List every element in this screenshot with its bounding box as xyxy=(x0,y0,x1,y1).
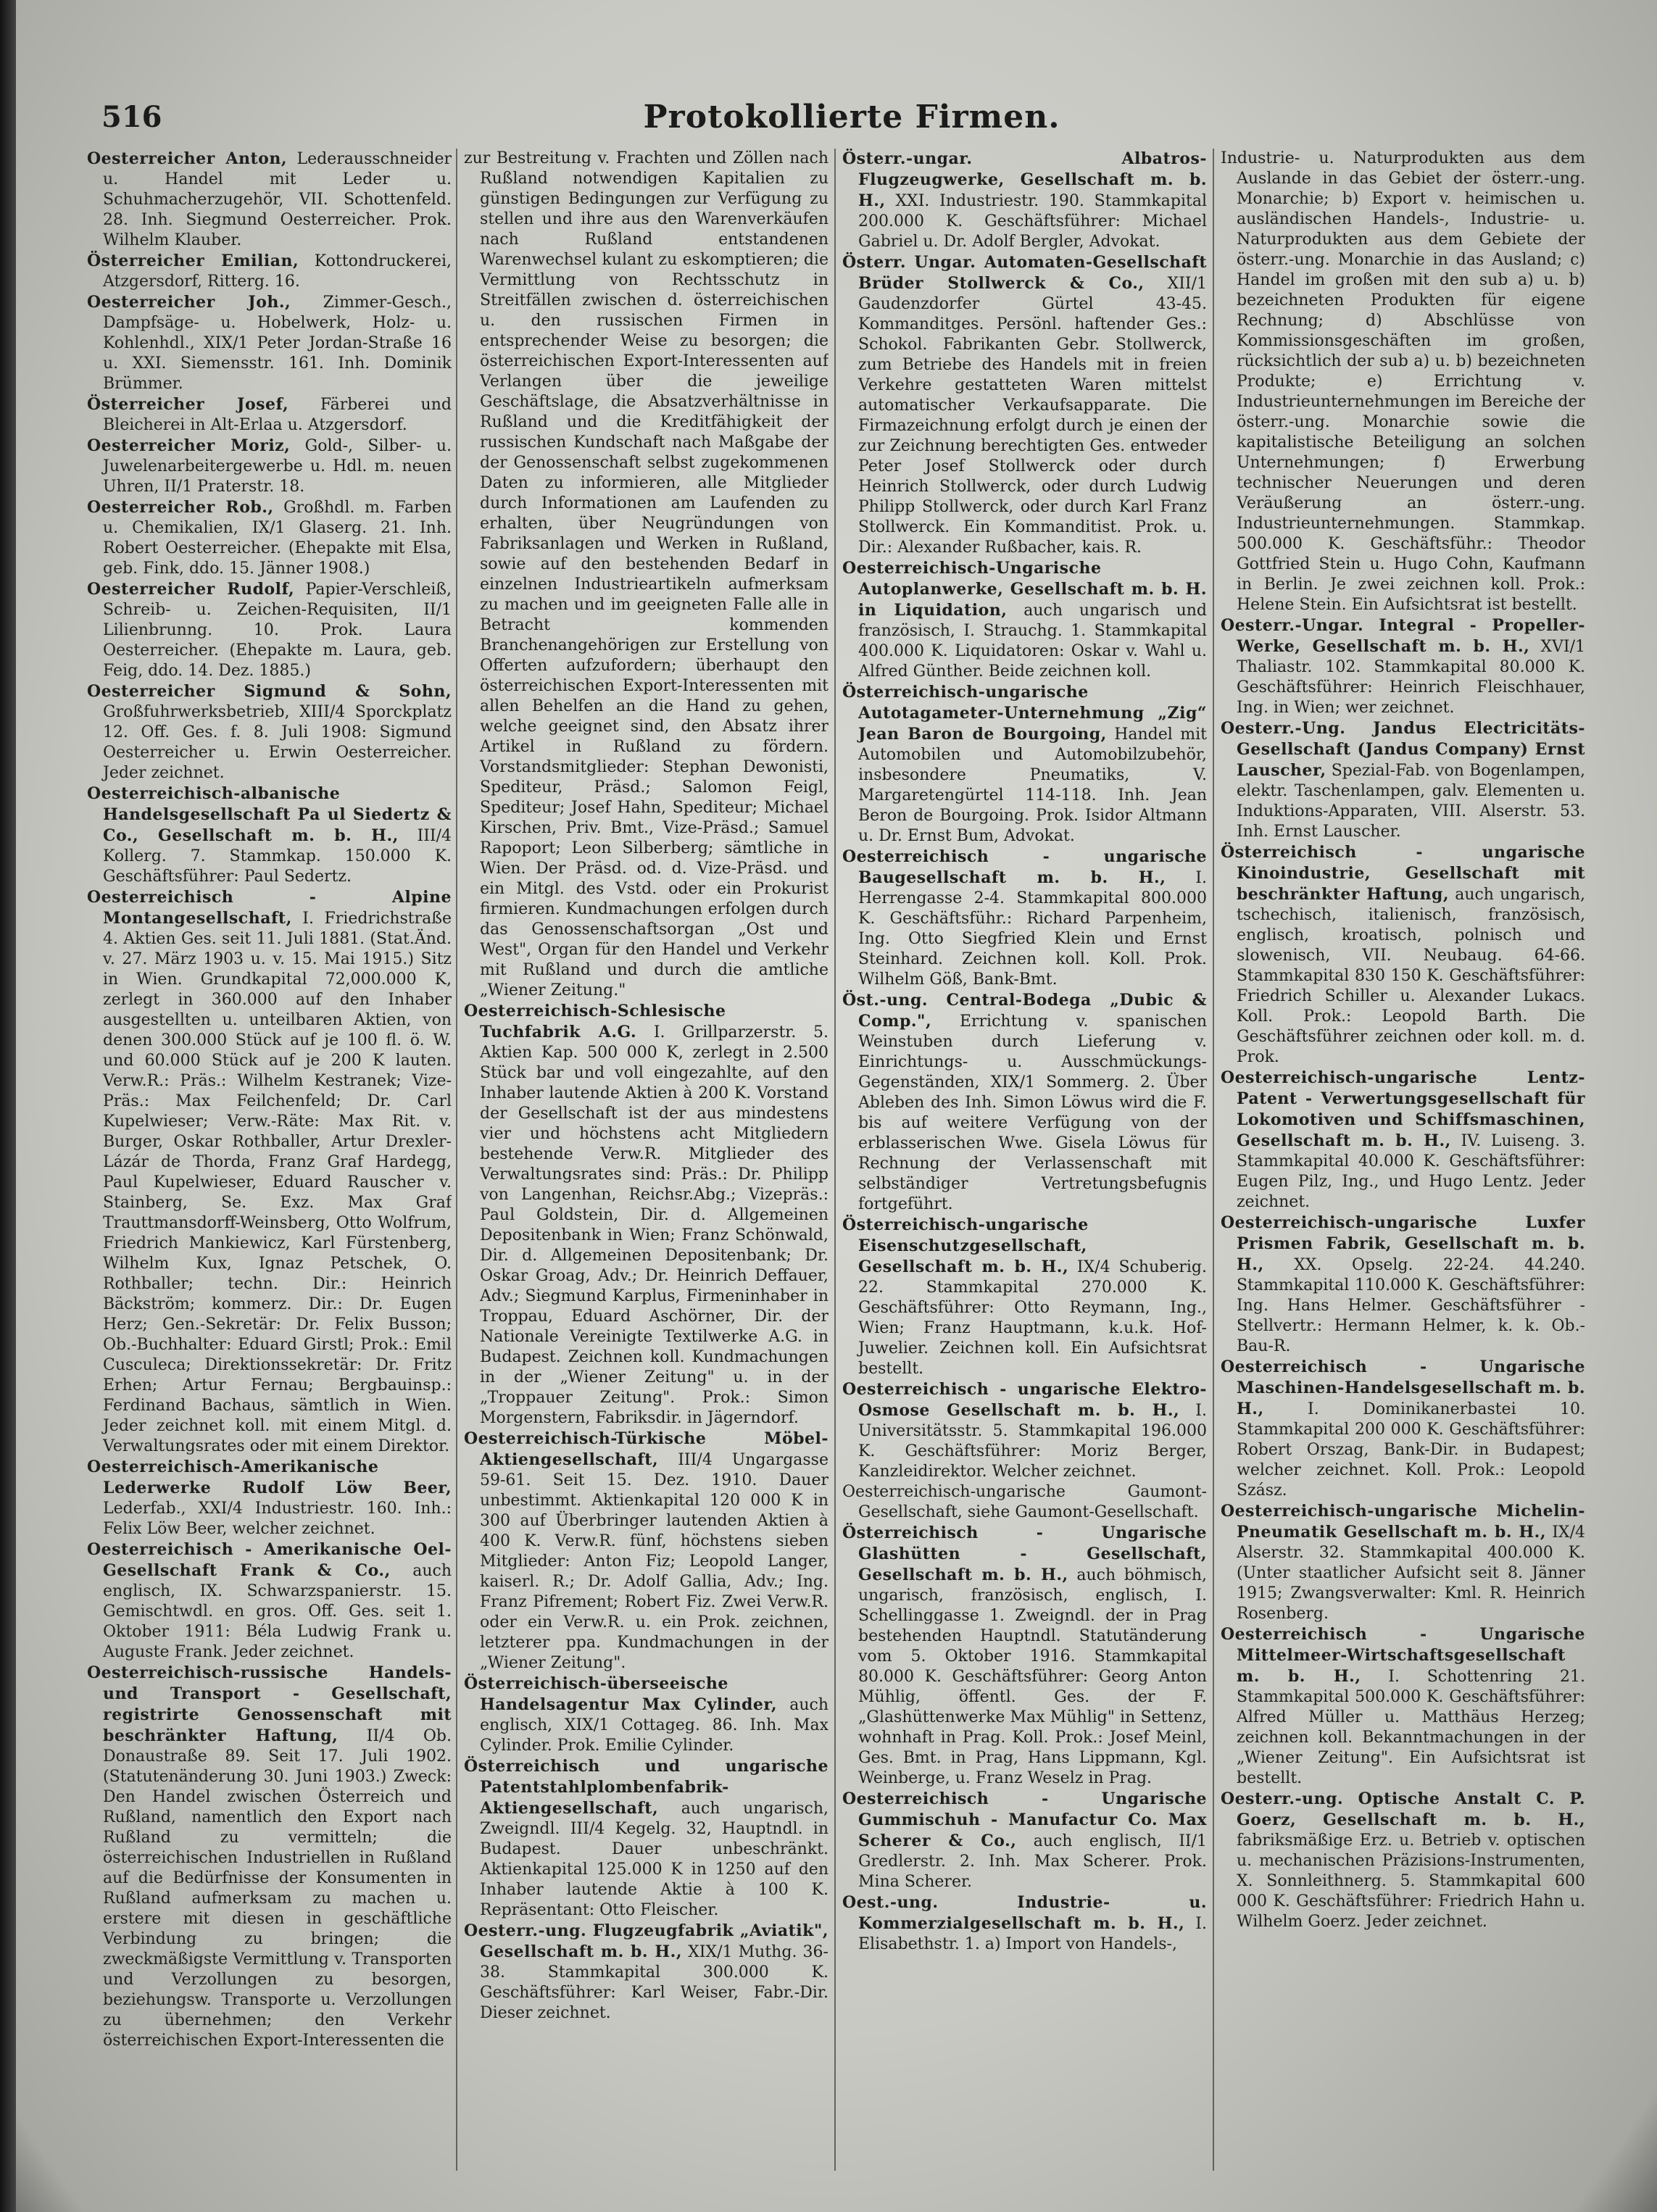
column-rule xyxy=(834,149,836,2171)
firm-entry: Österreicher Josef, Färberei und Bleicherei in Alt-Erlaa u. Atzgersdorf. xyxy=(87,395,452,434)
firm-entry: Oesterreicher Moriz, Gold-, Silber- u. Juwelenarbeitergewerbe u. Hdl. m. neuen Uhren, II/1 Praterstr. 18. xyxy=(87,436,452,496)
firm-entry: Oesterr.-Ungar. Integral - Propeller-Werke, Gesellschaft m. b. H., XVI/1 Thaliastr. 102. Stammkapital 80.000 K. Geschäftsführer: Heinrich Fleischhauer, Ing. in Wien; wer zeichnet. xyxy=(1221,616,1585,717)
firm-entry: Oesterreichisch - Ungarische Mittelmeer-Wirtschaftsgesellschaft m. b. H., I. Schottenring 21. Stammkapital 500.000 K. Geschäftsführer: Alfred Müller u. Matthäus Herzeg; zeichnen koll. Bekanntmachungen in der „Wiener Zeitung". Ein Aufsichtsrat ist bestellt. xyxy=(1221,1625,1585,1787)
firm-entry: Oesterreicher Sigmund & Sohn, Großfuhrwerksbetrieb, XIII/4 Sporckplatz 12. Off. Ges. f. 8. Juli 1908: Sigmund Oesterreicher u. Erwin Oesterreicher. Jeder zeichnet. xyxy=(87,682,452,782)
column-3 xyxy=(842,149,1207,2189)
firm-entry: Oesterreicher Joh., Zimmer-Gesch., Dampfsäge- u. Hobelwerk, Holz- u. Kohlenhdl., XIX/1 Peter Jordan-Straße 16 u. XXI. Siemensstr. 161. Inh. Dominik Brümmer. xyxy=(87,293,452,393)
firm-entry: Oesterr.-ung. Flugzeugfabrik „Aviatik", Gesellschaft m. b. H., XIX/1 Muthg. 36-38. Stammkapital 300.000 K. Geschäftsführer: Karl Weiser, Fabr.-Dir. Dieser zeichnet. xyxy=(464,1921,828,2022)
firm-entry: Österr. Ungar. Automaten-Gesellschaft Brüder Stollwerck & Co., XII/1 Gaudenzdorfer Gürtel 43-45. Kommanditges. Persönl. haftender Ges.: Schokol. Fabrikanten Gebr. Stollwerck, zum Betriebe des Handels mit in freien Verkehre gestatteten Waren mittelst automatischer Verkaufsapparate. Die Firmazeichnung erfolgt durch je einen der zur Zeichnung berechtigten Ges. entweder Peter Josef Stollwerck oder durch Heinrich Stollwerck, oder durch Ludwig Philipp Stollwerck, oder durch Karl Franz Stollwerck. Ein Kommanditist. Prok. u. Dir.: Alexander Rußbacher, kais. R. xyxy=(842,253,1207,557)
page-number: 516 xyxy=(101,100,162,134)
firm-entry: Oesterreicher Rob., Großhdl. m. Farben u. Chemikalien, IX/1 Glaserg. 21. Inh. Robert Oesterreicher. (Ehepakte mit Elsa, geb. Fink, ddo. 15. Jänner 1908.) xyxy=(87,498,452,578)
firm-entry: Oesterreicher Anton, Lederausschneider u. Handel mit Leder u. Schuhmacherzugehör, VII. Schottenfeld. 28. Inh. Siegmund Oesterreicher. Prok. Wilhelm Klauber. xyxy=(87,149,452,249)
running-title: Protokollierte Firmen. xyxy=(643,99,1060,136)
firm-entry: Oesterreichisch-ungarische Michelin-Pneumatik Gesellschaft m. b. H., IX/4 Alserstr. 32. Stammkapital 400.000 K. (Unter staatlicher Aufsicht seit 8. Jänner 1915; Zwangsverwalter: Kml. R. Heinrich Rosenberg. xyxy=(1221,1502,1585,1623)
firm-entry: zur Bestreitung v. Frachten und Zöllen nach Rußland notwendigen Kapitalien zu günstigen Bedingungen zur Verfügung zu stellen und ihre aus den Warenverkäufen nach Rußland entstandenen Warenwechsel kulant zu eskomptieren; die Vermittlung von Rechtsschutz in Streitfällen zwischen d. österreichischen u. den russischen Firmen in entsprechender Weise zu besorgen; die österreichischen Export-Interessenten auf Verlangen über die jeweilige Geschäftslage, die Absatzverhältnisse in Rußland und die Kreditfähigkeit der russischen Kundschaft nach Maßgabe der der Genossenschaft selbst zugekommenen Daten zu informieren, alle Mitglieder durch Informationen am Laufenden zu erhalten, über Neugründungen von Fabriksanlagen und Werken in Rußland, sowie auf den bestehenden Bedarf in einzelnen Industrieartikeln aufmerksam zu machen und im geeigneten Falle alle in Betracht kommenden Branchenangehörigen zur Erstellung von Offerten aufzufordern; überhaupt den österreichischen Export-Interessenten mit allen Behelfen an die Hand zu gehen, welche geeignet sind, den Absatz ihrer Artikel in Rußland zu fördern. Vorstandsmitglieder: Stephan Dewonisti, Spediteur, Präsd.; Salomon Feigl, Spediteur; Josef Hahn, Spediteur; Michael Kirschen, Priv. Bmt., Vize-Präsd.; Samuel Rapoport; Leon Silberberg; sämtliche in Wien. Der Präsd. od. d. Vize-Präsd. und ein Mitgl. des Vstd. oder ein Prokurist firmieren. Kundmachungen erfolgen durch das Genossenschaftsorgan „Ost und West", Organ für den Handel und Verkehr mit Rußland und durch die amtliche „Wiener Zeitung." xyxy=(464,149,828,999)
firm-entry: Oesterr.-ung. Optische Anstalt C. P. Goerz, Gesellschaft m. b. H., fabriksmäßige Erz. u. Betrieb v. optischen u. mechanischen Präzisions-Instrumenten, X. Sonnleithnerg. 5. Stammkapital 600 000 K. Geschäftsführer: Friedrich Hahn u. Wilhelm Goerz. Jeder zeichnet. xyxy=(1221,1789,1585,1931)
firm-entry: Österreichisch und ungarische Patentstahlplombenfabrik-Aktiengesellschaft, auch ungarisch, Zweigndl. III/4 Kegelg. 32, Hauptndl. in Budapest. Dauer unbeschränkt. Aktienkapital 125.000 K in 1250 auf den Inhaber lautende Aktie à 100 K. Repräsentant: Otto Fleischer. xyxy=(464,1757,828,1919)
page-header xyxy=(87,93,1616,144)
firm-entry: Österr.-ungar. Albatros-Flugzeugwerke, Gesellschaft m. b. H., XXI. Industriestr. 190. Stammkapital 200.000 K. Geschäftsführer: Michael Gabriel u. Dr. Adolf Bergler, Advokat. xyxy=(842,149,1207,251)
firm-entry: Oesterreichisch - Ungarische Gummischuh - Manufactur Co. Max Scherer & Co., auch englisch, II/1 Gredlerstr. 2. Inh. Max Scherer. Prok. Mina Scherer. xyxy=(842,1789,1207,1891)
firm-entry: Oest.-ung. Industrie- u. Kommerzialgesellschaft m. b. H., I. Elisabethstr. 1. a) Import von Handels-, xyxy=(842,1893,1207,1953)
firm-entry: Österreichisch-überseeische Handelsagentur Max Cylinder, auch englisch, XIX/1 Cottageg. 86. Inh. Max Cylinder. Prok. Emilie Cylinder. xyxy=(464,1674,828,1755)
column-rule xyxy=(1213,149,1214,2171)
firm-entry: Oesterreichisch-albanische Handelsgesellschaft Pa ul Siedertz & Co., Gesellschaft m. b. H., III/4 Kollerg. 7. Stammkap. 150.000 K. Geschäftsführer: Paul Sedertz. xyxy=(87,784,452,886)
firm-entry: Oesterreichisch-russische Handels- und Transport - Gesellschaft, registrirte Genossenschaft mit beschränkter Haftung, II/4 Ob. Donaustraße 89. Seit 17. Juli 1902. (Statutenänderung 30. Juni 1903.) Zweck: Den Handel zwischen Österreich und Rußland, namentlich den Export nach Rußland zu vermitteln; die österreichischen Industriellen in Rußland auf die Bedürfnisse der Konsumenten in Rußland aufmerksam zu machen u. erstere mit diesen in geschäftliche Verbindung zu bringen; die zweckmäßigste Vermittlung v. Transporten und Verzollungen zu besorgen, beziehungsw. Transporte u. Verzollungen zu übernehmen; den Verkehr österreichischen Export-Interessenten die xyxy=(87,1663,452,2050)
firm-entry: Oesterreichisch - Amerikanische Oel-Gesellschaft Frank & Co., auch englisch, IX. Schwarzspanierstr. 15. Gemischtwdl. en gros. Off. Ges. seit 1. Oktober 1911: Béla Ludwig Frank u. Auguste Frank. Jeder zeichnet. xyxy=(87,1540,452,1661)
firm-entry: Oesterreicher Rudolf, Papier-Verschleiß, Schreib- u. Zeichen-Requisiten, II/1 Lilienbrunng. 10. Prok. Laura Oesterreicher. (Ehepakte m. Laura, geb. Feig, ddo. 14. Dez. 1885.) xyxy=(87,580,452,680)
firm-entry: Oesterreichisch-Ungarische Autoplanwerke, Gesellschaft m. b. H. in Liquidation, auch ungarisch und französisch, I. Strauchg. 1. Stammkapital 400.000 K. Liquidatoren: Oskar v. Wahl u. Alfred Günther. Beide zeichnen koll. xyxy=(842,559,1207,681)
column-2 xyxy=(464,149,828,2189)
firm-entry: Oesterreichisch-Amerikanische Lederwerke Rudolf Löw Beer, Lederfab., XXI/4 Industriestr. 160. Inh.: Felix Löw Beer, welcher zeichnet. xyxy=(87,1458,452,1538)
firm-entry: Oesterreichisch - ungarische Elektro-Osmose Gesellschaft m. b. H., I. Universitätsstr. 5. Stammkapital 196.000 K. Geschäftsführer: Moriz Berger, Kanzleidirektor. Welcher zeichnet. xyxy=(842,1380,1207,1481)
column-rule xyxy=(456,149,457,2171)
column-4 xyxy=(1221,149,1585,2189)
firm-entry: Österreicher Emilian, Kottondruckerei, Atzgersdorf, Ritterg. 16. xyxy=(87,251,452,291)
firm-entry: Österreichisch-ungarische Eisenschutzgesellschaft, Gesellschaft m. b. H., IX/4 Schuberig. 22. Stammkapital 270.000 K. Geschäftsführer: Otto Reymann, Ing., Wien; Franz Hauptmann, k.u.k. Hof-Juwelier. Zeichnen koll. Ein Aufsichtsrat bestellt. xyxy=(842,1215,1207,1378)
firm-entry: Oesterreichisch-Türkische Möbel-Aktiengesellschaft, III/4 Ungargasse 59-61. Seit 15. Dez. 1910. Dauer unbestimmt. Aktienkapital 120 000 K in 300 auf Überbringer lautenden Aktien à 400 K. Verw.R. fünf, höchstens sieben Mitglieder: Anton Fiz; Leopold Langer, kaiserl. R.; Dr. Adolf Gallia, Adv.; Ing. Franz Pifrement; Robert Fiz. Zwei Verw.R. oder ein Verw.R. u. ein Prok. zeichnen, letzterer ppa. Kundmachungen in der „Wiener Zeitung". xyxy=(464,1429,828,1672)
firm-entry: Oesterreichisch - ungarische Baugesellschaft m. b. H., I. Herrengasse 2-4. Stammkapital 800.000 K. Geschäftsführ.: Richard Parpenheim, Ing. Otto Siegfried Klein und Ernst Steinhard. Zeichnen koll. Koll. Prok. Wilhelm Göß, Bank-Bmt. xyxy=(842,847,1207,989)
firm-entry: Öst.-ung. Central-Bodega „Dubic & Comp.", Errichtung v. spanischen Weinstuben durch Lieferung v. Einrichtungs- u. Ausschmückungs-Gegenständen, XIX/1 Sommerg. 2. Über Ableben des Inh. Simon Löwus wird die F. bis auf weitere Verfügung von der erblasserischen Wwe. Gisela Löwus für Rechnung der Verlassenschaft mit selbständiger Vertretungsbefugnis fortgeführt. xyxy=(842,991,1207,1213)
firm-entry: Oesterreichisch-ungarische Gaumont-Gesellschaft, siehe Gaumont-Gesellschaft. xyxy=(842,1483,1207,1521)
firm-entry: Oesterreichisch - Ungarische Maschinen-Handelsgesellschaft m. b. H., I. Dominikanerbastei 10. Stammkapital 200 000 K. Geschäftsführer: Robert Orszag, Bank-Dir. in Budapest; welcher zeichnet. Koll. Prok.: Leopold Szász. xyxy=(1221,1357,1585,1500)
firm-entry: Oesterreichisch-Schlesische Tuchfabrik A.G. I. Grillparzerstr. 5. Aktien Kap. 500 000 K, zerlegt in 2.500 Stück bar und voll eingezahlte, auf den Inhaber lautende Aktien à 200 K. Vorstand der Gesellschaft ist der aus mindestens vier und höchstens acht Mitgliedern bestehende Verw.R. Mitglieder des Verwaltungsrates sind: Präs.: Dr. Philipp von Langenhan, Reichsr.Abg.; Vizepräs.: Paul Goldstein, Dir. d. Allgemeinen Depositenbank in Wien; Franz Schönwald, Dir. d. Allgemeinen Depositenbank; Dr. Oskar Groag, Adv.; Dr. Heinrich Deffauer, Adv.; Siegmund Karplus, Firmeninhaber in Troppau, Eduard Aschörner, Dir. der Nationale Vereinigte Textilwerke A.G. in Budapest. Zeichnen koll. Kundmachungen in der „Wiener Zeitung" u. in der „Troppauer Zeitung". Prok.: Simon Morgenstern, Fabriksdir. in Jägerndorf. xyxy=(464,1002,828,1427)
firm-entry: Österreichisch - Ungarische Glashütten - Gesellschaft, Gesellschaft m. b. H., auch böhmisch, ungarisch, französisch, englisch, I. Schellinggasse 1. Zweigndl. der in Prag bestehenden Hauptndl. Statutänderung vom 5. Oktober 1916. Stammkapital 80.000 K. Geschäftsführer: Georg Anton Mühlig, öffentl. Ges. der F. „Glashüttenwerke Max Mühlig" in Settenz, wohnhaft in Prag. Koll. Prok.: Josef Meinl, Ges. Bmt. in Prag, Hans Lippmann, Kgl. Weinberge, u. Franz Weselz in Prag. xyxy=(842,1523,1207,1787)
firm-entry: Österreichisch - ungarische Kinoindustrie, Gesellschaft mit beschränkter Haftung, auch ungarisch, tschechisch, italienisch, französisch, englisch, kroatisch, polnisch und slowenisch, VII. Neubaug. 64-66. Stammkapital 830 150 K. Geschäftsführer: Friedrich Schiller u. Alexander Lukacs. Koll. Prok.: Leopold Barth. Die Geschäftsführer zeichnen oder koll. m. d. Prok. xyxy=(1221,843,1585,1066)
firm-entry: Oesterreichisch-ungarische Luxfer Prismen Fabrik, Gesellschaft m. b. H., XX. Opselg. 22-24. 44.240. Stammkapital 110.000 K. Geschäftsführer: Ing. Hans Helmer. Geschäftsführer - Stellvertr.: Hermann Helmer, k. k. Ob.-Bau-R. xyxy=(1221,1213,1585,1355)
firm-entry: Österreichisch-ungarische Autotagameter-Unternehmung „Zig“ Jean Baron de Bourgoing, Handel mit Automobilen und Automobilzubehör, insbesondere Pneumatiks, V. Margaretengürtel 114-118. Inh. Jean Beron de Bourgoing. Prok. Isidor Altmann u. Dr. Ernst Bum, Advokat. xyxy=(842,683,1207,845)
firm-entry: Oesterreichisch - Alpine Montangesellschaft, I. Friedrichstraße 4. Aktien Ges. seit 11. Juli 1881. (Stat.Änd. v. 27. März 1903 u. v. 15. Mai 1915.) Sitz in Wien. Grundkapital 72,000.000 K, zerlegt in 360.000 auf den Inhaber ausgestellten u. unteilbaren Aktien, von denen 300.000 Stück auf je 100 fl. ö. W. und 60.000 Stück auf je 200 K lauten. Verw.R.: Präs.: Wilhelm Kestranek; Vize-Präs.: Max Feilchenfeld; Dr. Carl Kupelwieser; Verw.-Räte: Max Rit. v. Burger, Oskar Rothballer, Artur Drexler-Lázár de Thorda, Franz Graf Hardegg, Paul Kupelwieser, Eduard Rauscher v. Stainberg, Se. Exz. Max Graf Trauttmansdorff-Weinsberg, Otto Wolfrum, Friedrich Mankiewicz, Karl Fürstenberg, Wilhelm Kux, Ignaz Petschek, O. Rothballer; techn. Dir.: Heinrich Bäckström; kommerz. Dir.: Dr. Eugen Herz; Gen.-Sekretär: Dr. Felix Busson; Ob.-Buchhalter: Eduard Girstl; Prok.: Emil Cusculeca; Direktionssekretär: Dr. Fritz Erhen; Artur Fernau; Bergbauinsp.: Ferdinand Bachaus, sämtlich in Wien. Jeder zeichnet koll. mit einem Mitgl. d. Verwaltungsrates oder mit einem Direktor. xyxy=(87,888,452,1455)
firm-entry: Oesterreichisch-ungarische Lentz-Patent - Verwertungsgesellschaft für Lokomotiven und Schiffsmaschinen, Gesellschaft m. b. H., IV. Luiseng. 3. Stammkapital 40.000 K. Geschäftsführer: Eugen Pilz, Ing., und Hugo Lentz. Jeder zeichnet. xyxy=(1221,1068,1585,1211)
page-edge-shadow xyxy=(0,0,16,2212)
firm-entry: Industrie- u. Naturprodukten aus dem Auslande in das Gebiet der österr.-ung. Monarchie; b) Export v. heimischen u. ausländischen Handels-, Industrie- u. Naturprodukten aus dem Gebiete der österr.-ung. Monarchie in das Ausland; c) Handel im großen mit den sub a) u. b) bezeichneten Produkten für eigene Rechnung; d) Abschlüsse von Kommissionsgeschäften im großen, rücksichtlich der sub a) u. b) bezeichneten Produkte; e) Errichtung v. Industrieunternehmungen im Bereiche der österr.-ung. Monarchie sowie die kapitalistische Beteiligung an solchen Unternehmungen; f) Erwerbung technischer Neuerungen und deren Veräußerung an österr.-ung. Industrieunternehmungen. Stammkap. 500.000 K. Geschäftsführ.: Theodor Gottfried Stein u. Hugo Cohn, Kaufmann in Berlin. Je zwei zeichnen koll. Prok.: Helene Stein. Ein Aufsichtsrat ist bestellt. xyxy=(1221,149,1585,614)
column-1 xyxy=(87,149,452,2189)
firm-entry: Oesterr.-Ung. Jandus Electricitäts-Gesellschaft (Jandus Company) Ernst Lauscher, Spezial-Fab. von Bogenlampen, elektr. Taschenlampen, galv. Elementen u. Induktions-Apparaten, VIII. Alserstr. 53. Inh. Ernst Lauscher. xyxy=(1221,719,1585,841)
